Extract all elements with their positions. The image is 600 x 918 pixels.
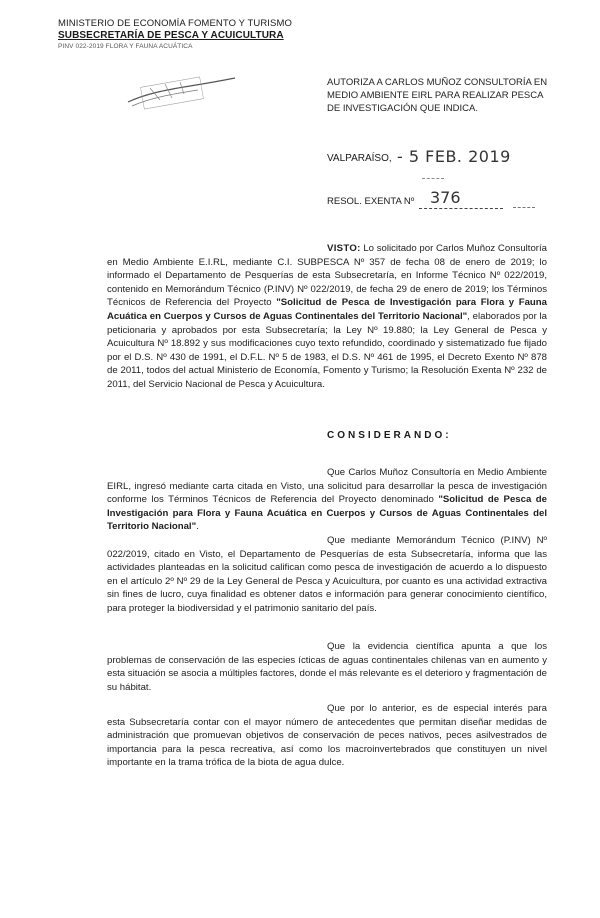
ministry-name: MINISTERIO DE ECONOMÍA FOMENTO Y TURISMO (58, 18, 292, 29)
visto-label: VISTO: (327, 243, 361, 254)
resolution-row (327, 188, 557, 210)
considerando-p1-text: Que Carlos Muñoz Consultoría en Medio Ambiente EIRL, ingresó mediante carta citada en Visto, una solicitud para desarrollar la pesca de investigación conforme los Términos Técnicos de Referencia del Proyecto denominado (107, 467, 547, 506)
official-stamp (120, 72, 240, 112)
visto-text-1: Lo solicitado por Carlos Muñoz Consultoría en Medio Ambiente E.I.RL, mediante C.I. SUBPESCA Nº 357 de fecha 08 de enero de 2019; lo informado el Departamento de Pesquerías de esta Subsecretaría, en Informe Técnico Nº 022/2019, contenido en Memorándum Técnico (P.INV) Nº 022/2019, de fecha 29 de enero de 2019; los Términos Técnicos de Referencia del Proyecto (107, 243, 547, 309)
visto-text-2: , elaborados por la peticionaria y aprobados por esta Subsecretaría; la Ley Nº 19.880; la Ley General de Pesca y Acuicultura Nº 18.892 y sus modificaciones cuyo texto refundido, coordinado y sistematizado fue fijado por el D.S. Nº 430 de 1991, el D.F.L. Nº 5 de 1983, el D.S. Nº 461 de 1995, el Decreto Exento Nº 878 de 2011, todos del actual Ministerio de Economía, Fomento y Turismo; la Resolución Exenta Nº 232 de 2011, del Servicio Nacional de Pesca y Acuicultura. (107, 310, 548, 390)
resolution-number-line (419, 208, 503, 209)
considerando-paragraph-4: Que por lo anterior, es de especial interés para esta Subsecretaría contar con el mayor número de antecedentes que permitan diseñar medidas de administración que promuevan objetivos de conservación de peces nativos, peces asilvestrados de importancia para la pesca recreativa, así como los macroinvertebrados que constituyen un nivel importante en la trama trófica de la biota de agua dulce. (107, 703, 547, 769)
visto-paragraph (107, 242, 547, 392)
divider-mark (422, 178, 444, 179)
considerando-paragraph-1 (107, 466, 547, 534)
considerando-heading: CONSIDERANDO: (327, 430, 452, 441)
visto-project-title: "Solicitud de Pesca de Investigación para Flora y Fauna Acuática en Cuerpos y Cursos de Aguas Continentales del Territorio Nacional" (107, 297, 547, 322)
considerando-p1-end: . (196, 521, 199, 533)
considerando-p1-project: "Solicitud de Pesca de Investigación para Flora y Fauna Acuática en Cuerpos y Cursos de Aguas Continentales del Territorio Nacional" (107, 494, 547, 533)
letterhead (58, 18, 298, 51)
resolution-label: RESOL. EXENTA Nº (327, 196, 415, 207)
place-name: VALPARAÍSO, (327, 153, 392, 164)
date-stamp: - 5 FEB. 2019 (397, 147, 511, 166)
resolution-number: 376 (430, 188, 461, 207)
reference-code: PINV 022-2019 FLORA Y FAUNA ACUÁTICA (58, 43, 193, 50)
resolution-subject: AUTORIZA A CARLOS MUÑOZ CONSULTORÍA EN MEDIO AMBIENTE EIRL PARA REALIZAR PESCA DE INVESTIGACIÓN QUE INDICA. (327, 77, 548, 114)
considerando-paragraph-2: Que mediante Memorándum Técnico (P.INV) Nº 022/2019, citado en Visto, el Departamento de Pesquerías de esta Subsecretaría, informa que las actividades planteadas en la solicitud califican como pesca de investigación de acuerdo a lo dispuesto en el artículo 2º Nº 29 de la Ley General de Pesca y Acuicultura, por cuanto es una actividad extractiva sin fines de lucro, cuya finalidad es obtener datos e información para generar conocimiento científico, para proteger la biodiversidad y el patrimonio sanitario del país. (107, 535, 547, 614)
resolution-trailing-line (513, 207, 535, 208)
place-date-row (327, 147, 557, 169)
considerando-paragraph-3: Que la evidencia científica apunta a que los problemas de conservación de las especies ícticas de aguas continentales chilenas van en aumento y esta situación se asocia a múltiples factores, donde el más relevante es el deterioro y fragmentación de su hábitat. (107, 641, 547, 693)
subsecretaria-name: SUBSECRETARÍA DE PESCA Y ACUICULTURA (58, 30, 284, 41)
